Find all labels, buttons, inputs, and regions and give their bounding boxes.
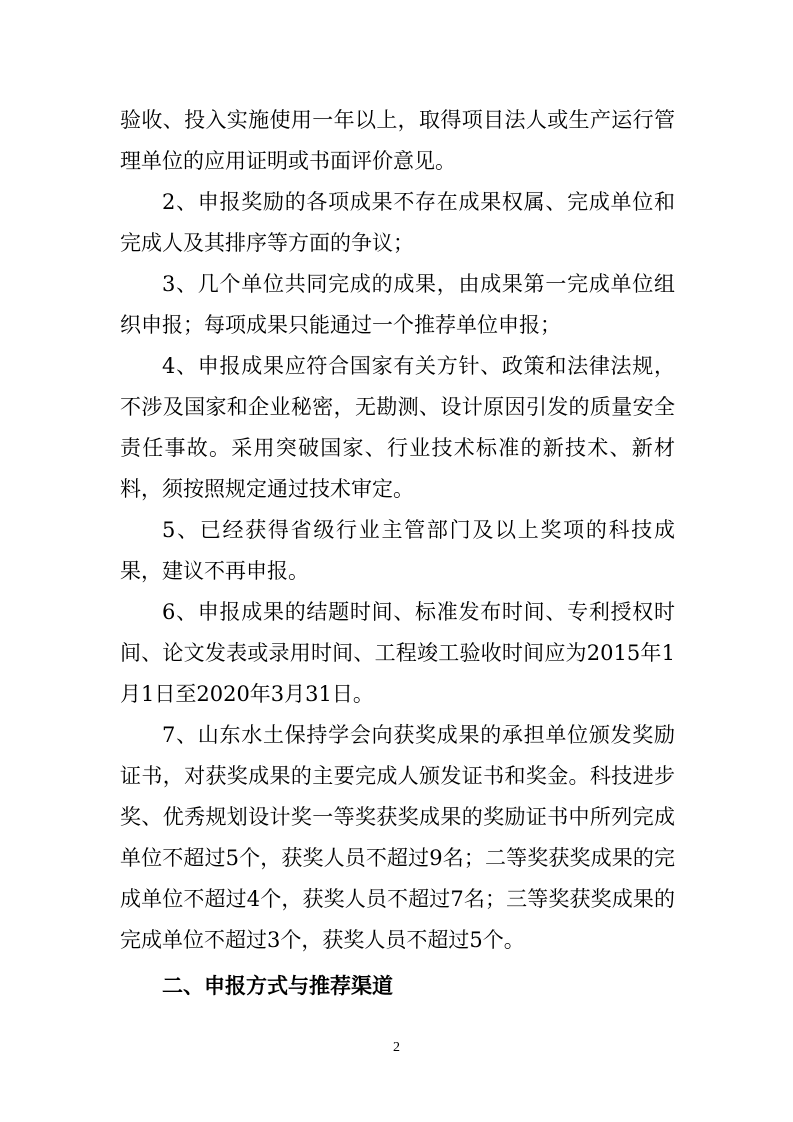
- paragraph-item-4: 4、申报成果应符合国家有关方针、政策和法律法规，不涉及国家和企业秘密，无勘测、设计原因引发的质量安全责任事故。采用突破国家、行业技术标准的新技术、新材料，须按照规定通过技术审定。: [120, 354, 675, 501]
- section-heading: 二、申报方式与推荐渠道: [162, 973, 393, 998]
- body-text: [120, 100, 675, 1006]
- paragraph-continued: 验收、投入实施使用一年以上，取得项目法人或生产运行管理单位的应用证明或书面评价意见。: [120, 108, 675, 173]
- paragraph-item-2: 2、申报奖励的各项成果不存在成果权属、完成单位和完成人及其排序等方面的争议；: [120, 190, 675, 255]
- paragraph-item-6: 6、申报成果的结题时间、标准发布时间、专利授权时间、论文发表或录用时间、工程竣工验收时间应为2015年1月1日至2020年3月31日。: [120, 600, 675, 706]
- paragraph-item-7: 7、山东水土保持学会向获奖成果的承担单位颁发奖励证书，对获奖成果的主要完成人颁发证书和奖金。科技进步奖、优秀规划设计奖一等奖获奖成果的奖励证书中所列完成单位不超过5个，获奖人员不超过9名；二等奖获奖成果的完成单位不超过4个，获奖人员不超过7名；三等奖获奖成果的完成单位不超过3个，获奖人员不超过5个。: [120, 723, 675, 952]
- paragraph-item-5: 5、已经获得省级行业主管部门及以上奖项的科技成果，建议不再申报。: [120, 518, 675, 583]
- paragraph-item-3: 3、几个单位共同完成的成果，由成果第一完成单位组织申报；每项成果只能通过一个推荐单位申报；: [120, 272, 675, 337]
- page-number: 2: [393, 1040, 400, 1055]
